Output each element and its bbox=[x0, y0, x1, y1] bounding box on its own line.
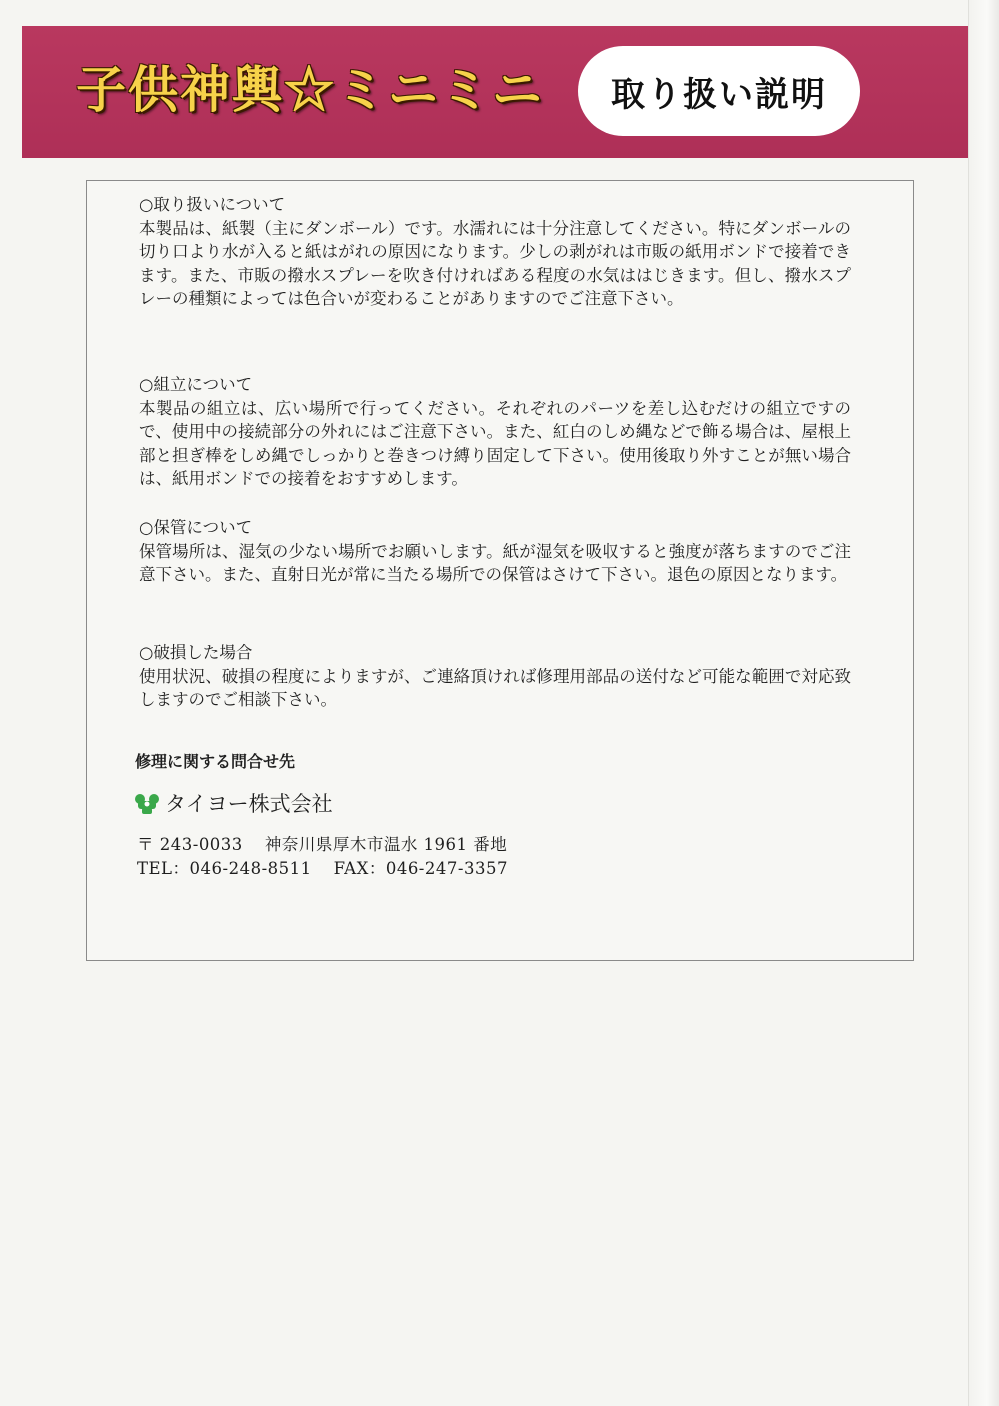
section-heading: ○保管について bbox=[139, 518, 253, 537]
tel-number: TEL：046-248-8511 bbox=[137, 859, 312, 878]
section-heading: ○取り扱いについて bbox=[139, 195, 286, 214]
header-banner bbox=[22, 26, 968, 158]
page-edge bbox=[968, 0, 999, 1406]
manual-label: 取り扱い説明 bbox=[578, 46, 860, 136]
postal-code: 〒 243-0033 bbox=[137, 835, 243, 854]
repair-inquiry-label: 修理に関する問合せ先 bbox=[135, 752, 296, 771]
section-body: 保管場所は、湿気の少ない場所でお願いします。紙が湿気を吸収すると強度が落ちますのでご注意下さい。また、直射日光が常に当たる場所での保管はさけて下さい。退色の原因となります。 bbox=[139, 541, 851, 584]
section-assembly bbox=[139, 373, 851, 491]
instructions-box bbox=[86, 180, 914, 961]
section-heading: ○組立について bbox=[139, 375, 253, 394]
company-name: タイヨー株式会社 bbox=[165, 792, 333, 816]
section-damage bbox=[139, 641, 851, 712]
section-body: 使用状況、破損の程度によりますが、ご連絡頂ければ修理用部品の送付など可能な範囲で対応致しますのでご相談下さい。 bbox=[139, 666, 851, 709]
address-line bbox=[137, 834, 507, 856]
section-heading: ○破損した場合 bbox=[139, 643, 253, 662]
section-handling bbox=[139, 193, 851, 311]
phone-line bbox=[137, 858, 508, 880]
street-address: 神奈川県厚木市温水 1961 番地 bbox=[264, 835, 508, 854]
company-block bbox=[133, 791, 333, 817]
section-body: 本製品は、紙製（主にダンボール）です。水濡れには十分注意してください。特にダンボールの切り口より水が入ると紙はがれの原因になります。少しの剥がれは市販の紙用ボンドで接着できます。また、市販の撥水スプレーを吹き付ければある程度の水気ははじきます。但し、撥水スプレーの種類によっては色合いが変わることがありますのでご注意下さい。 bbox=[139, 218, 851, 308]
fax-number: FAX：046-247-3357 bbox=[333, 859, 508, 878]
taiyo-logo-icon bbox=[133, 792, 161, 816]
section-storage bbox=[139, 516, 851, 587]
section-body: 本製品の組立は、広い場所で行ってください。それぞれのパーツを差し込むだけの組立ですので、使用中の接続部分の外れにはご注意下さい。また、紅白のしめ縄などで飾る場合は、屋根上部と担ぎ棒をしめ縄でしっかりと巻きつけ縛り固定して下さい。使用後取り外すことが無い場合は、紙用ボンドでの接着をおすすめします。 bbox=[139, 398, 851, 488]
product-title: 子供神輿☆ミニミニ bbox=[76, 60, 544, 119]
